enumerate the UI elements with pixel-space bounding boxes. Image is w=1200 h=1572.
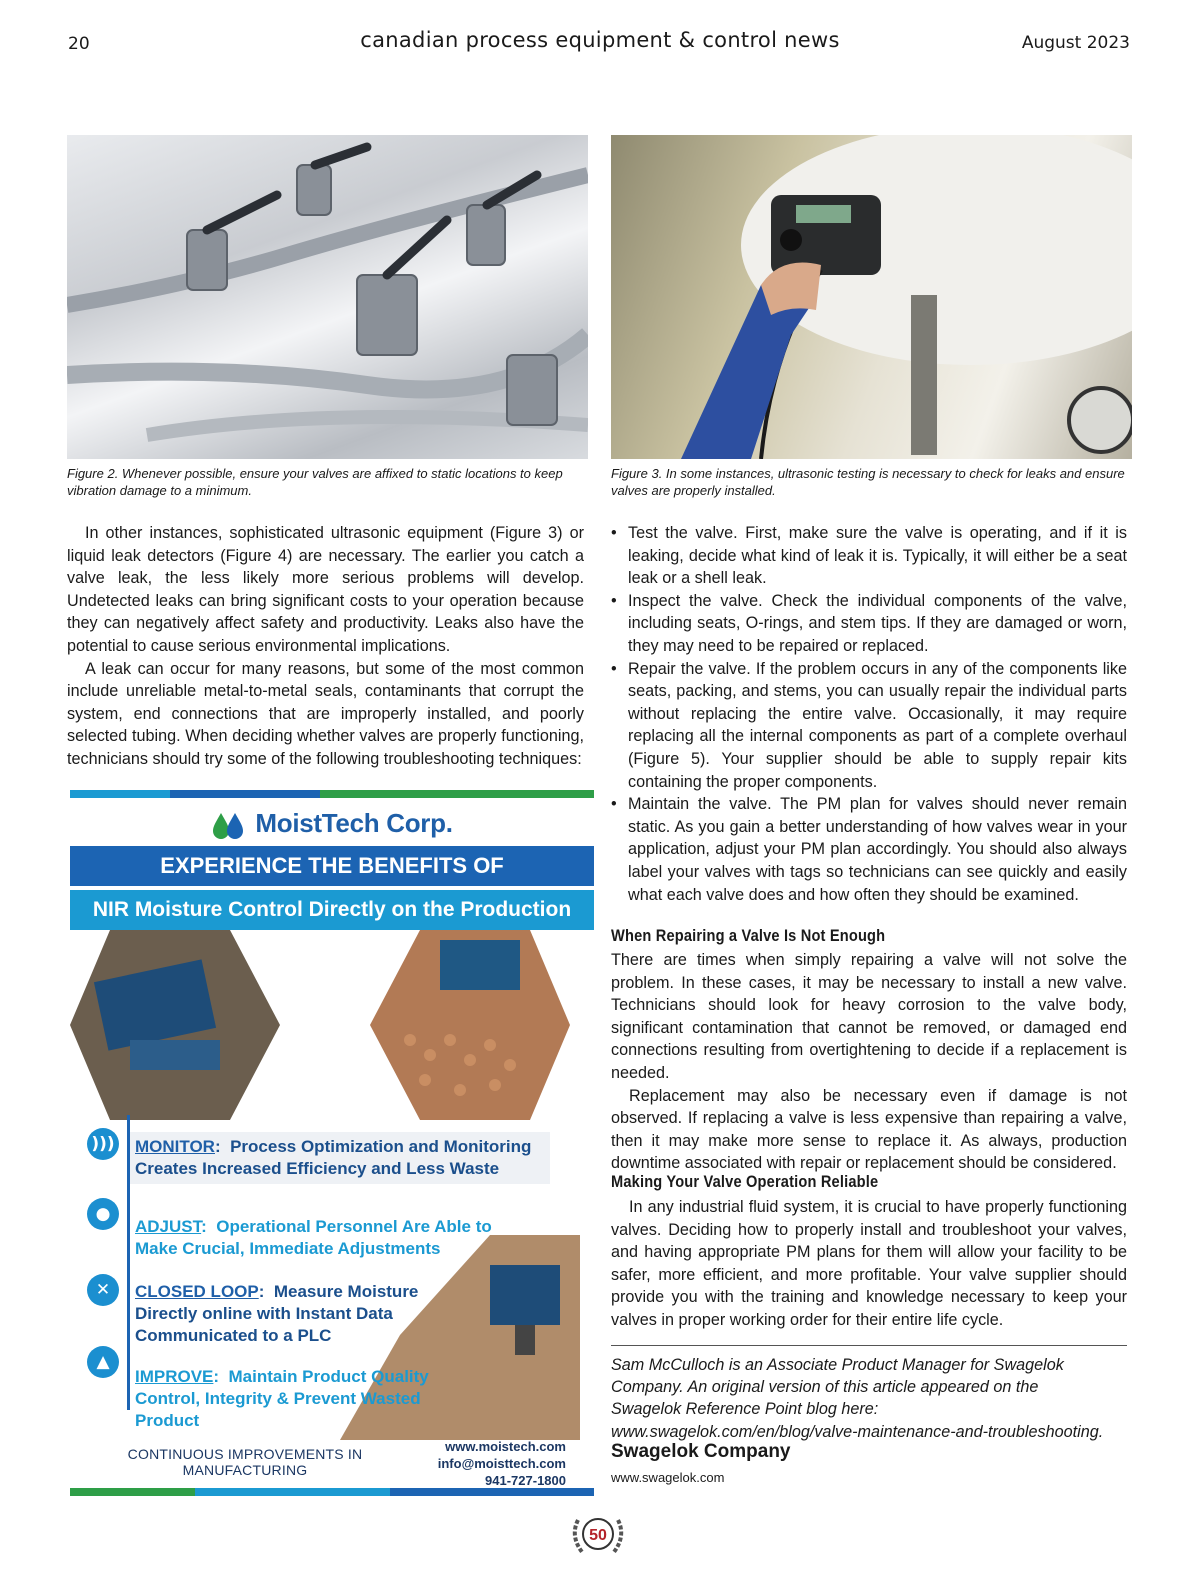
moisttech-advertisement[interactable] (70, 790, 594, 1498)
paragraph: In other instances, sophisticated ultrasonic equipment (Figure 3) or liquid leak detectors (Figure 4) are necessary. The earlier you catch a valve leak, the less likely more serious problems will develop. Undetected leaks can bring significant costs to your operation because they can negatively affect safety and productivity. Leaks also have the potential to cause serious environmental implications. (67, 524, 584, 655)
anniversary-badge (570, 1510, 626, 1560)
ad-banner-subheadline: NIR Moisture Control Directly on the Production Line (70, 890, 594, 930)
page-number: 20 (68, 34, 90, 54)
list-item: • Test the valve. First, make sure the valve is operating, and if it is leaking, decide what kind of leak it is. Typically, it will either be a seat leak or a shell leak. (611, 522, 1127, 590)
figure-3-caption: Figure 3. In some instances, ultrasonic testing is necessary to check for leaks and ensure valves are properly installed. (611, 466, 1125, 498)
ad-item-closed-loop: CLOSED LOOP: Measure Moisture Directly online with Instant Data Communicated to a PLC (135, 1282, 419, 1345)
list-item: • Maintain the valve. The PM plan for valves should never remain static. As you gain a better understanding of how valves wear in your application, adjust your PM plan accordingly. You should also always label your valves with tags so technicians can see quickly and easily what each valve does and how often they should be examined. (611, 793, 1127, 906)
company-url[interactable]: www.swagelok.com (611, 1470, 725, 1485)
list-item: • Repair the valve. If the problem occurs in any of the components like seats, packing, and stems, you can usually repair the individual parts without replacing the entire valve. Occasionally, it may require replacing all the internal components as part of a complete overhaul (Figure 5). Your supplier should be able to supply repair kits containing the proper components. (611, 658, 1127, 794)
section-1-text (611, 949, 1127, 1175)
paragraph: A leak can occur for many reasons, but some of the most common include unreliable metal-to-metal seals, contaminants that corrupt the system, end connections that are improperly installed, and poorly selected tubing. When deciding whether valves are properly functioning, technicians should try some of the following troubleshooting techniques: (67, 659, 584, 768)
ad-item-adjust: ADJUST: Operational Personnel Are Able to Make Crucial, Immediate Adjustments (135, 1217, 492, 1258)
figure-2-valves-photo (67, 135, 588, 459)
ad-tagline: CONTINUOUS IMPROVEMENTS IN MANUFACTURING (127, 1446, 363, 1478)
left-column-text (67, 522, 584, 771)
ad-email[interactable]: info@moisttech.com (437, 1456, 566, 1471)
section-heading: When Repairing a Valve Is Not Enough (611, 926, 886, 945)
ad-contact-block (438, 1438, 566, 1489)
section-2-text (611, 1196, 1127, 1332)
ad-product-photos (70, 930, 594, 1120)
publication-title: canadian process equipment & control news (360, 28, 840, 52)
ad-website[interactable]: www.moistech.com (445, 1439, 566, 1454)
moisttech-logo (70, 808, 594, 840)
issue-date: August 2023 (1021, 33, 1130, 53)
figure-2-caption: Figure 2. Whenever possible, ensure your valves are affixed to static locations to keep vibration damage to a minimum. (67, 466, 563, 498)
troubleshooting-list (611, 522, 1127, 906)
ad-top-stripe (70, 790, 594, 798)
logo-text: MoistTech Corp. (255, 808, 453, 838)
signal-icon: ))) (87, 1128, 119, 1160)
ad-phone: 941-727-1800 (485, 1473, 566, 1488)
ad-bottom-stripe (70, 1488, 594, 1496)
divider (611, 1345, 1127, 1346)
ad-item-monitor: MONITOR: Process Optimization and Monitoring Creates Increased Efficiency and Less Waste (135, 1137, 532, 1178)
laurel-badge-icon (570, 1510, 626, 1560)
ad-banner-headline: EXPERIENCE THE BENEFITS OF (70, 846, 594, 886)
droplets-icon: ● (87, 1198, 119, 1230)
paragraph: Replacement may also be necessary even if damage is not observed. If replacing a valve is less expensive than repairing a valve, then it may make more sense to replace it. As always, production downtime associated with repair or replacement should be considered. (611, 1086, 1127, 1173)
section-heading: Making Your Valve Operation Reliable (611, 1172, 879, 1191)
company-name: Swagelok Company (611, 1441, 791, 1462)
droplets-logo-icon (211, 810, 251, 840)
figure-3-ultrasonic-tester-photo (611, 135, 1132, 459)
paragraph: In any industrial fluid system, it is crucial to have properly functioning valves. Deciding how to properly install and troubleshoot your valves, and having appropriate PM plans for them will allow your facility to be safer, more efficient, and more profitable. Your valve supplier should provide you with the training and knowledge necessary to keep your valves in proper working order for their entire life cycle. (611, 1198, 1127, 1329)
badge-number: 50 (589, 1527, 607, 1544)
thumbs-up-icon: ▲ (87, 1346, 119, 1378)
list-item: • Inspect the valve. Check the individual components of the valve, including seats, O-rings, and stem tips. If they are damaged or worn, they may need to be repaired or replaced. (611, 590, 1127, 658)
ad-item-improve: IMPROVE: Maintain Product Quality Control, Integrity & Prevent Wasted Product (135, 1367, 429, 1430)
paragraph: There are times when simply repairing a valve will not solve the problem. In these cases, it may be necessary to install a new valve. Technicians should look for heavy corrosion to the valve body, significant contamination that cannot be removed, or damaged end connections resulting from overtightening to decide if a replacement is needed. (611, 951, 1127, 1082)
author-bio: Sam McCulloch is an Associate Product Manager for Swagelok Company. An original version of this article appeared on the Swagelok Reference Point blog here: www.swagelok.com/en/blog/valve-maintenance-and-troubleshooting. (611, 1356, 1104, 1441)
tools-icon: ✕ (87, 1274, 119, 1306)
page-header (0, 28, 1200, 58)
